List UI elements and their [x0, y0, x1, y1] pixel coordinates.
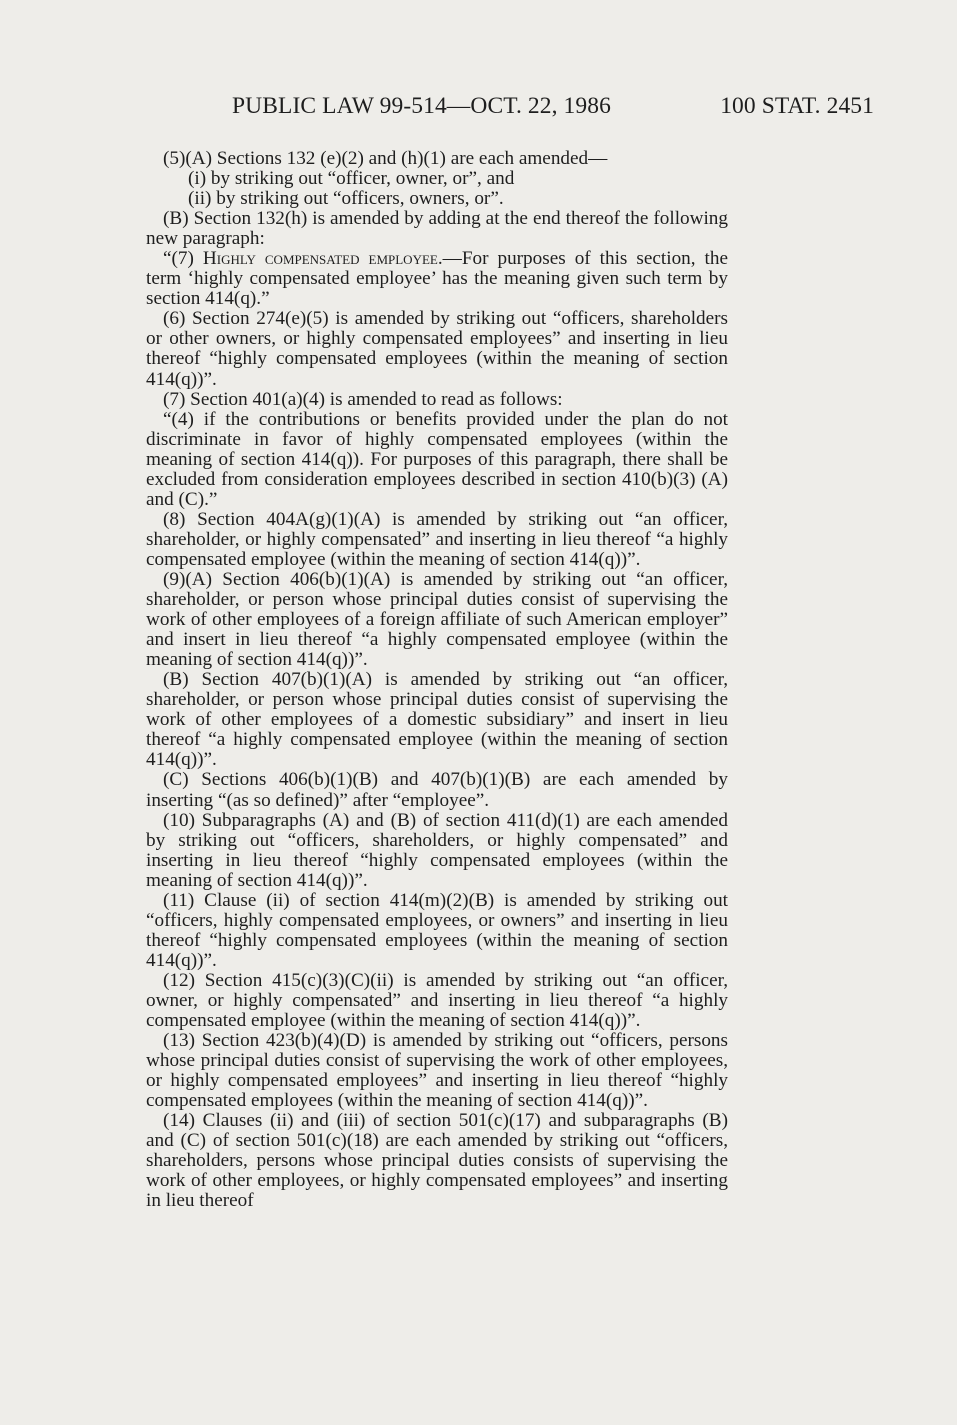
paragraph-6: (6) Section 274(e)(5) is amended by striking out “officers, shareholders or other owners, or highly compensated employees” and inserting in lieu thereof “highly compensated employees (within the meaning of section 414(q))”. — [146, 308, 728, 390]
definition-heading: Highly compensated employee. — [202, 248, 443, 270]
definition-lead: “(7) — [163, 248, 203, 270]
paragraph-9b: (B) Section 407(b)(1)(A) is amended by striking out “an officer, shareholder, or person whose principal duties consist of supervising the work of other employees of a domestic subsidiary” and insert in lieu thereof “a highly compensated employee (within the meaning of section 414(q))”. — [146, 669, 728, 771]
paragraph-7: (7) Section 401(a)(4) is amended to read as follows: — [163, 388, 563, 410]
definition-text: —For purposes of this section, the term ‘highly compensated employee’ has the meaning given such term by section 414(q).” — [146, 248, 728, 310]
paragraph-13: (13) Section 423(b)(4)(D) is amended by striking out “officers, persons whose principal duties consist of supervising the work of other employees, or highly compensated employees” and inserting in lieu thereof “highly compensated employees (within the meaning of section 414(q))”. — [146, 1030, 728, 1112]
paragraph-7-quoted: “(4) if the contributions or benefits provided under the plan do not discriminate in favor of highly compensated employees (within the meaning of section 414(q)). For purposes of this paragraph, there shall be excluded from consideration employees described in section 410(b)(3) (A) and (C).” — [146, 408, 728, 510]
paragraph-10: (10) Subparagraphs (A) and (B) of section 411(d)(1) are each amended by striking out “officers, shareholders, or highly compensated” and inserting in lieu thereof “highly compensated employees (within the meaning of section 414(q))”. — [146, 809, 728, 891]
paragraph-8: (8) Section 404A(g)(1)(A) is amended by striking out “an officer, shareholder, or highly compensated” and inserting in lieu thereof “a highly compensated employee (within the meaning of section 414(q))”. — [146, 508, 728, 570]
clause-5a-ii: (ii) by striking out “officers, owners, or”. — [188, 188, 504, 210]
paragraph-9c: (C) Sections 406(b)(1)(B) and 407(b)(1)(B) are each amended by inserting “(as so defined)” after “employee”. — [146, 769, 728, 811]
header-page-number: 100 STAT. 2451 — [720, 93, 874, 119]
clause-5a-i: (i) by striking out “officer, owner, or”, and — [188, 168, 515, 190]
paragraph-14: (14) Clauses (ii) and (iii) of section 501(c)(17) and subparagraphs (B) and (C) of section 501(c)(18) are each amended by striking out “officers, shareholders, persons whose principal duties consists of supervising the work of other employees, or highly compensated employees” and inserting in lieu thereof — [146, 1110, 728, 1212]
paragraph-11: (11) Clause (ii) of section 414(m)(2)(B) is amended by striking out “officers, highly compensated employees, or owners” and inserting in lieu thereof “highly compensated employees (within the meaning of section 414(q))”. — [146, 889, 728, 971]
document-body — [146, 149, 728, 1211]
paragraph-9a: (9)(A) Section 406(b)(1)(A) is amended by striking out “an officer, shareholder, or person whose principal duties consist of supervising the work of other employees of a foreign affiliate of such American employer” and insert in lieu thereof “a highly compensated employee (within the meaning of section 414(q))”. — [146, 568, 728, 671]
header-title: PUBLIC LAW 99-514—OCT. 22, 1986 — [232, 93, 611, 119]
paragraph-7-definition — [146, 249, 728, 309]
page-header — [232, 93, 874, 123]
paragraph-5b: (B) Section 132(h) is amended by adding at the end thereof the following new paragraph: — [146, 208, 728, 250]
paragraph-12: (12) Section 415(c)(3)(C)(ii) is amended by striking out “an officer, owner, or highly compensated” and inserting in lieu thereof “a highly compensated employee (within the meaning of section 414(q))”. — [146, 969, 728, 1032]
paragraph-5a: (5)(A) Sections 132 (e)(2) and (h)(1) are each amended— — [163, 148, 608, 169]
